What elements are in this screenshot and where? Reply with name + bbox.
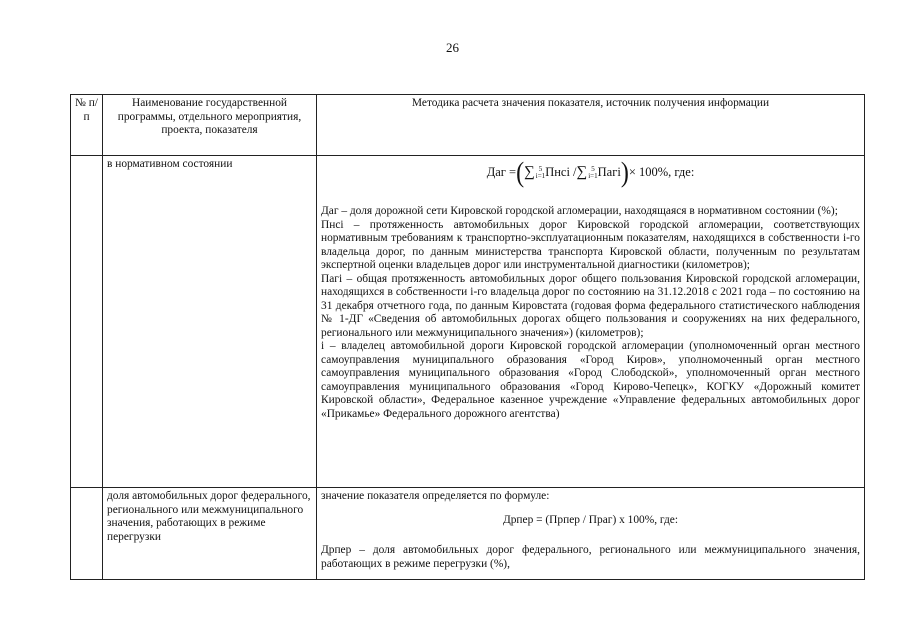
row-num xyxy=(71,156,103,488)
formula: Даг = ( ∑ 5 i=1 Пнсі / ∑ 5 i=1 Пагі ) × 100%, где: xyxy=(486,157,695,189)
definition-pag: Пагі – общая протяженность автомобильных дорог общего пользования Кировской городской агломерации, находящихся в собственности і-го владельца дорог по состоянию на 31.12.2018 с 2021 года – по состоянию на 31 декабря отчетного года, по данным Кировстата (годовая форма федерального статистического наблюдения № 1-ДГ «Сведения об автомобильных дорогах общего пользования и сооружениях на них федерального, регионального или межмуниципального значения») (километров); xyxy=(321,272,860,339)
header-num: № п/п xyxy=(71,95,103,156)
header-method: Методика расчета значения показателя, источник получения информации xyxy=(317,95,865,156)
definition-drper: Дрпер – доля автомобильных дорог федерального, регионального или межмуниципального значения, работающих в режиме перегрузки (%), xyxy=(321,544,860,570)
page-number: 26 xyxy=(446,40,459,55)
sum-symbol: ∑ 5 i=1 xyxy=(524,164,546,181)
formula-term2: Пагі xyxy=(597,165,621,180)
formula-term1: Пнсі / xyxy=(545,165,577,180)
row-num xyxy=(71,488,103,580)
header-name: Наименование государственной программы, отдельного мероприятия, проекта, показателя xyxy=(103,95,317,156)
indicator-name: в нормативном состоянии xyxy=(103,156,317,488)
sum-symbol: ∑ 5 i=1 xyxy=(576,164,598,181)
method-cell xyxy=(317,488,865,580)
method-cell xyxy=(317,156,865,488)
indicator-name: доля автомобильных дорог федерального, регионального или межмуниципального значения, работающих в режиме перегрузки xyxy=(103,488,317,580)
definition-i: і – владелец автомобильной дороги Кировской городской агломерации (уполномоченный орган местного самоуправления муниципального образования «Город Киров», уполномоченный орган местного самоуправления муниципального образования «Город Слободской», уполномоченный орган местного самоуправления муниципального образования «Город Кирово-Чепецк», КОГКУ «Дорожный комитет Кировской области», Федеральное казенное учреждение «Управление федеральных автомобильных дорог «Прикамье» Федерального дорожного агентства) xyxy=(321,340,860,420)
definition-dag: Даг – доля дорожной сети Кировской городской агломерации, находящаяся в нормативном состоянии (%); xyxy=(321,205,838,217)
formula-tail: × 100%, где: xyxy=(628,165,695,180)
table-header-row xyxy=(71,95,865,156)
methodology-table xyxy=(70,94,865,580)
definition-pns: Пнсі – протяженность автомобильных дорог Кировской городской агломерации, соответствующих нормативным требованиям к транспортно-эксплуатационным показателям, находящихся в собственности і-го владельца дорог, по данным министерства транспорта Кировской области, полученным по результатам экспертной оценки владельцев дорог или инструментальной диагностики (километров); xyxy=(321,218,860,271)
table-row xyxy=(71,488,865,580)
formula-intro: значение показателя определяется по формуле: xyxy=(321,490,550,502)
formula: Дрпер = (Прпер / Праг) х 100%, где: xyxy=(502,513,679,526)
table-row xyxy=(71,156,865,488)
formula-lhs: Даг = xyxy=(486,165,517,180)
